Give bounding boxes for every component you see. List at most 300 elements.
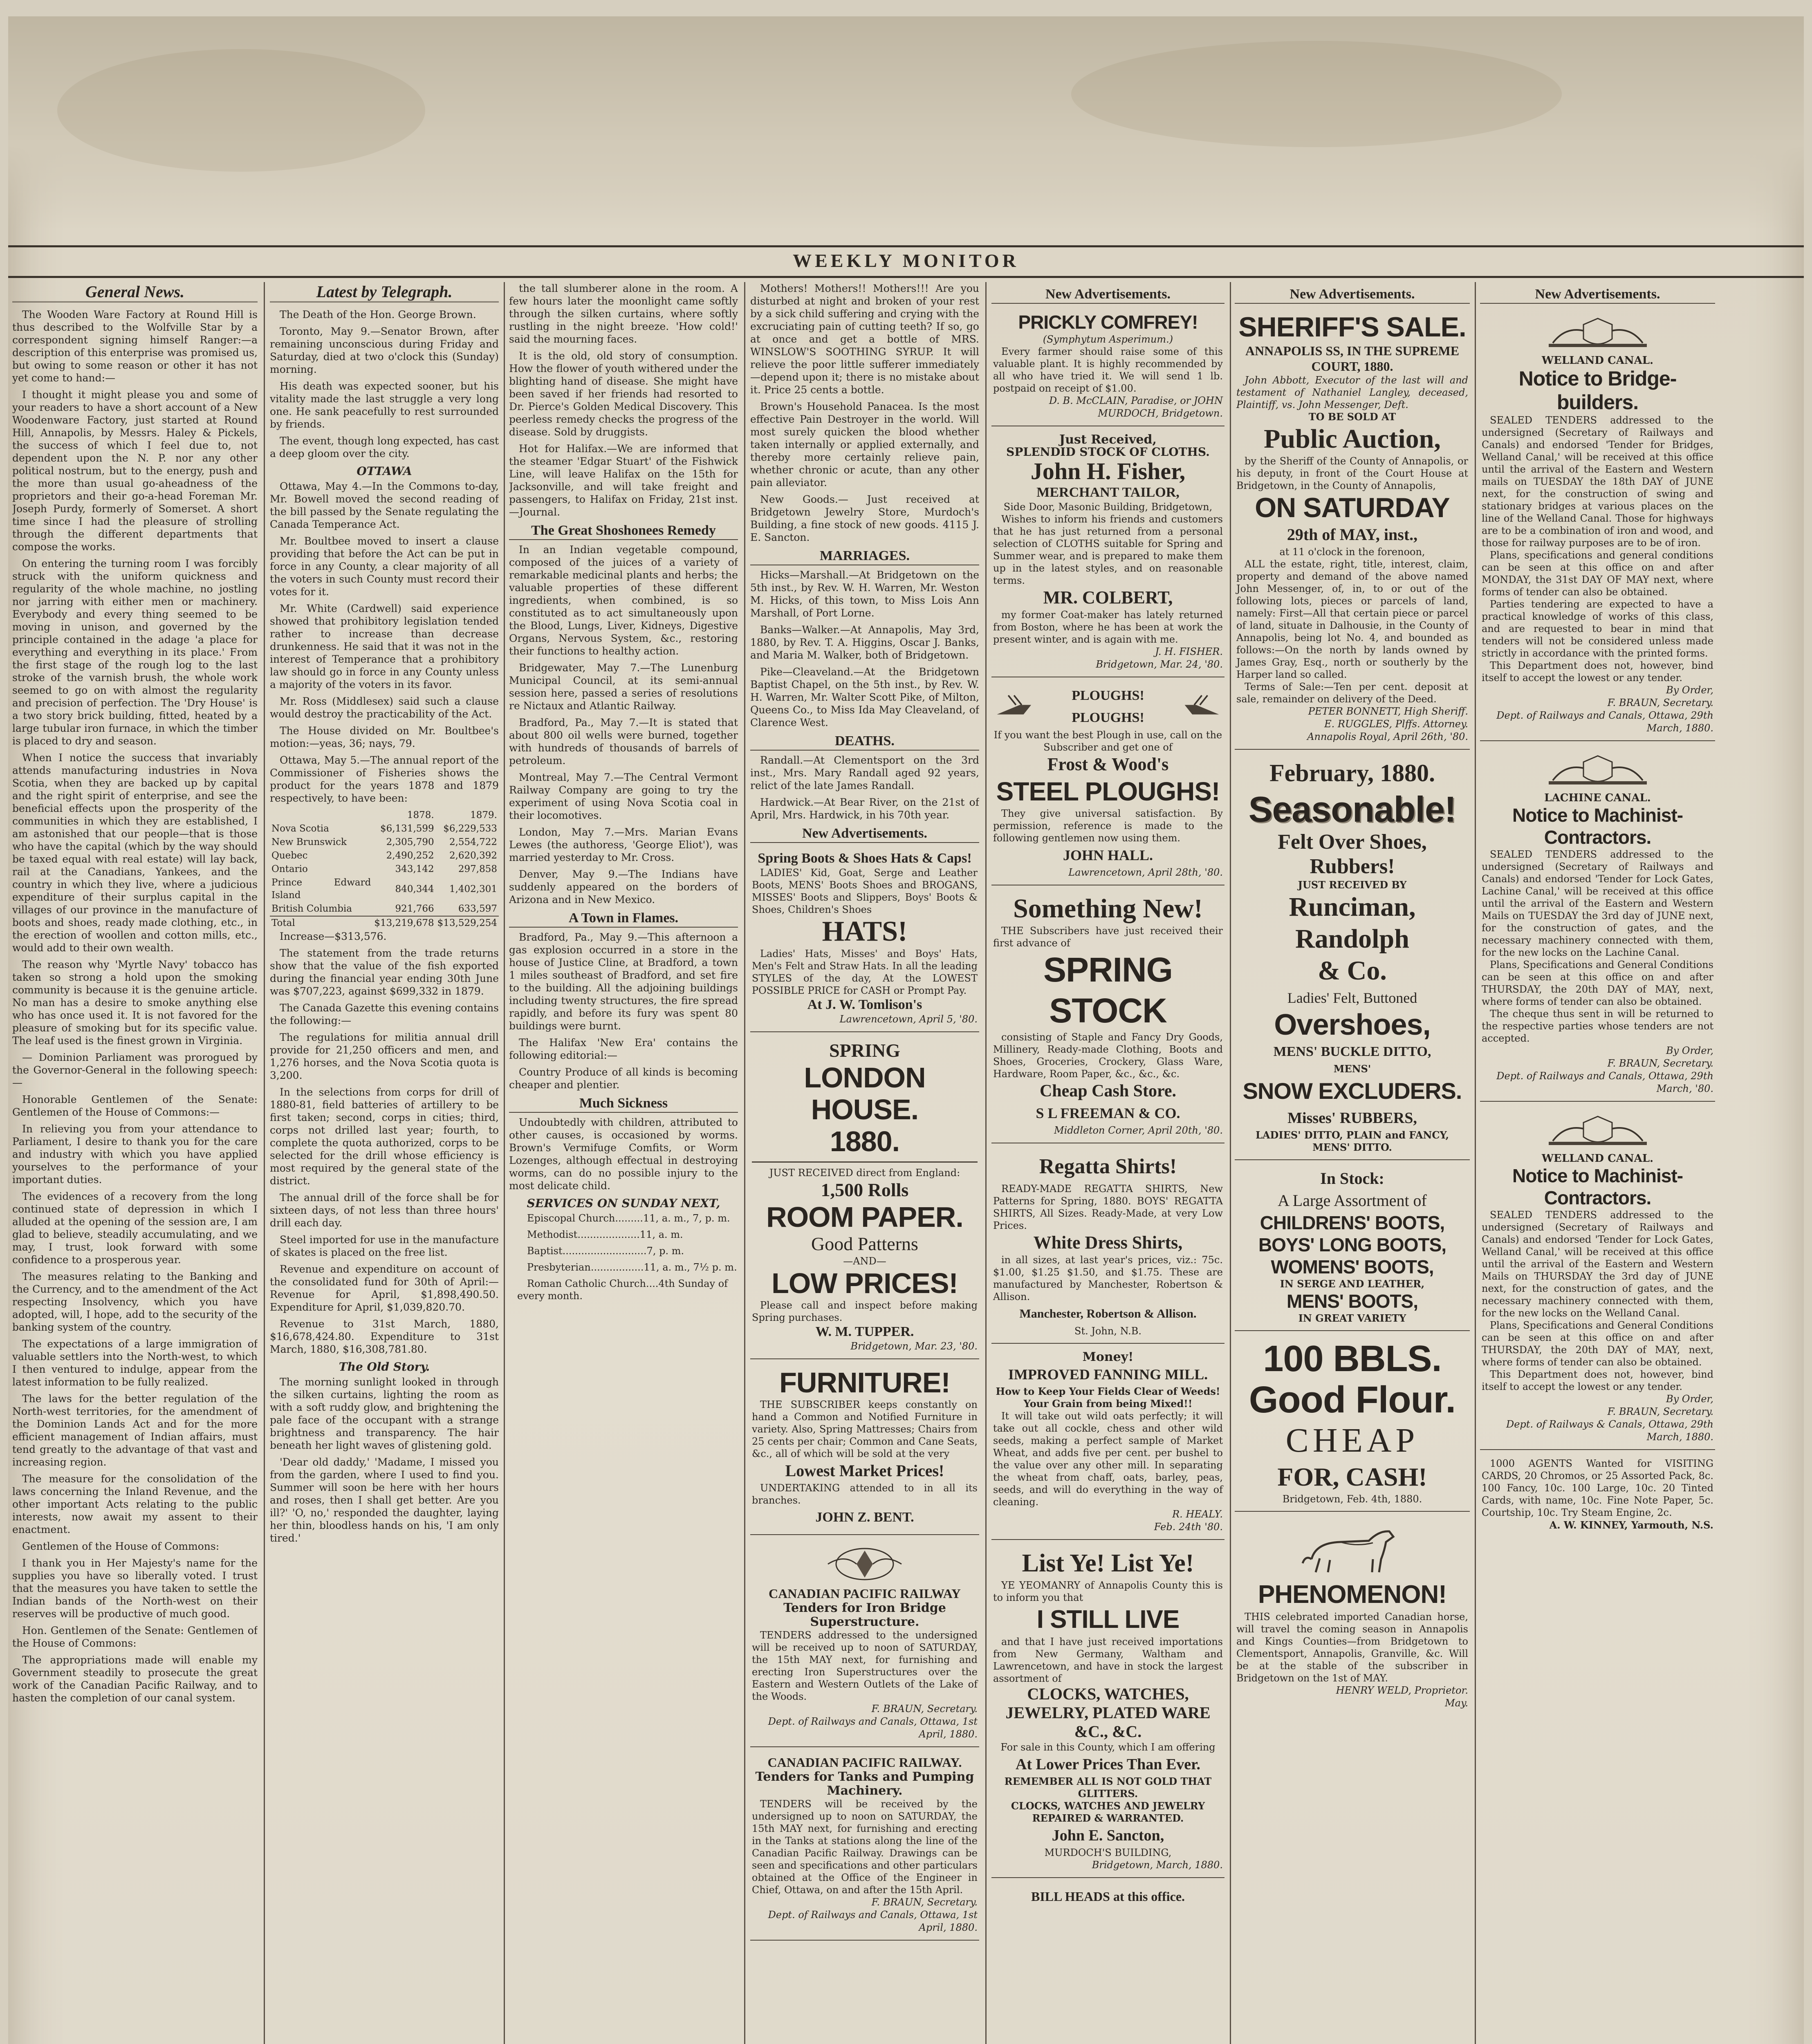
paragraph: The House divided on Mr. Boultbee's motion:—yeas, 36; nays, 79.	[270, 725, 499, 749]
subheading: The Old Story.	[339, 1360, 430, 1374]
paragraph: Country Produce of all kinds is becoming cheaper and plentier.	[509, 1066, 738, 1091]
table-cell: Nova Scotia	[271, 823, 329, 834]
ad-stock: STOCK	[1049, 991, 1167, 1030]
horse-icon	[1291, 1522, 1414, 1576]
ad-place: Dept. of Railways & Canals, Ottawa, 29th March, 1880.	[1506, 1419, 1713, 1443]
section-heading: General News.	[12, 285, 258, 303]
ad-body: Ladies' Hats, Misses' and Boys' Hats, Men's Felt and Straw Hats. In all the leading STYLES of the day, At the LOWEST POSSIBLE PRICE for CASH or Prompt Pay.	[752, 948, 978, 996]
ad-variety: IN GREAT VARIETY	[1298, 1312, 1406, 1324]
ad-year: 1880.	[830, 1125, 900, 1157]
table-cell: $6,229,533	[443, 823, 497, 834]
ad-parties: John Abbott, Executor of the last will and testament of Nathaniel Langley, deceased, Plaintiff, vs. John Messenger, Deft.	[1236, 374, 1468, 410]
ad-goods: CLOCKS, WATCHES, JEWELRY, PLATED WARE &C., &C.	[1005, 1685, 1211, 1741]
ad-building: MURDOCH'S BUILDING,	[1044, 1847, 1172, 1858]
marriage-notice: Hicks—Marshall.—At Bridgetown on the 5th inst., by Rev. W. H. Warren, Mr. Weston M. Hicks, of this town, to Miss Lois Ann Marshall, of Port Lorne.	[750, 569, 979, 619]
paragraph: The measure for the consolidation of the laws concerning the Inland Revenue, and the other important Acts relating to the public interests, now await my assent to their enactment.	[12, 1473, 258, 1535]
table-cell: 2,620,392	[449, 850, 497, 861]
ad-in-stock-title: In Stock:	[1320, 1169, 1384, 1188]
ad-subtitle: Tenders for Iron Bridge Superstructure.	[783, 1601, 946, 1629]
ad-spring-stock	[991, 889, 1224, 1143]
ad-body: Plans, specifications and general conditions can be seen at this office on and after MONDAY, the 31st DAY OF MAY next, where forms of tender can also be obtained.	[1482, 549, 1713, 598]
column-notices	[750, 282, 979, 2044]
ad-boots-shoes	[750, 846, 979, 1032]
ad-place: Bridgetown, Mar. 24, '80.	[1096, 659, 1223, 670]
ad-agents-wanted	[1480, 1453, 1715, 1537]
article-body	[509, 543, 738, 906]
ad-firm: Randolph	[1295, 924, 1409, 954]
ad-title: Seasonable!	[1248, 789, 1456, 829]
ad-canal: LACHINE CANAL.	[1544, 792, 1651, 804]
ad-signature: At J. W. Tomlison's	[807, 997, 922, 1012]
ad-offer: For sale in this County, which I am offering	[1000, 1741, 1215, 1753]
table-cell: 297,858	[458, 864, 497, 874]
paragraph: Revenue to 31st March, 1880, $16,678,424.80. Expenditure to 31st March, 1880, $16,308,781.80.	[270, 1318, 499, 1355]
paragraph: The appropriations made will enable my Government steadily to prosecute the great work of the Canadian Pacific Railway, and to hasten the completion of our canal system.	[12, 1654, 258, 1704]
paragraph: The annual drill of the force shall be for sixteen days, of not less than three hours' drill each day.	[270, 1192, 499, 1229]
ad-ploughs: PLOUGHS! PLOUGHS!	[1072, 688, 1144, 725]
ad-london-house	[750, 1035, 979, 1359]
paragraph: Mr. Boultbee moved to insert a clause providing that before the Act can be put in force in any County, a clear majority of all the voters in such County must record their votes for it.	[270, 535, 499, 598]
paragraph: Ottawa, May 4.—In the Commons to-day, Mr. Bowell moved the second reading of the bill passed by the Senate regulating the Canada Temperance Act.	[270, 480, 499, 530]
ad-place: Feb. 24th '80.	[1154, 1521, 1223, 1533]
marriage-notice: Pike—Cleaveland.—At the Bridgetown Baptist Chapel, on the 5th inst., by Rev. W. H. Warren, Mr. Walter Scott Pike, of Milton, Queens Co., to Miss Ida May Cleaveland, of Clarence West.	[750, 666, 979, 728]
ad-steel-ploughs	[991, 681, 1224, 885]
ad-mens: MENS' BUCKLE DITTO,	[1273, 1044, 1431, 1059]
ad-intro: YE YEOMANRY of Annapolis County this is to inform you that	[993, 1580, 1223, 1603]
ad-body: Plans, Specifications and General Conditions can be seen at this office on and after THURSDAY, the 20th DAY of MAY, next, where forms of tender can also be obtained.	[1482, 1320, 1713, 1368]
column-rule	[985, 282, 987, 2044]
table-cell: 343,142	[395, 864, 434, 874]
ad-spring: SPRING	[1043, 950, 1173, 989]
coat-of-arms-icon	[1536, 314, 1659, 351]
table-header-cell: 1878.	[407, 810, 434, 820]
ad-court: ANNAPOLIS SS, IN THE SUPREME COURT, 1880.	[1245, 343, 1460, 374]
article-body	[270, 308, 499, 460]
ad-paper: ROOM PAPER.	[766, 1201, 963, 1233]
ad-title: Notice to Machinist-Contractors.	[1512, 805, 1683, 848]
ad-signature: PETER BONNETT, High Sheriff.	[1308, 706, 1468, 717]
ad-signature: F. BRAUN, Secretary.	[1607, 1058, 1713, 1069]
column-rule	[264, 282, 265, 2044]
ad-signature: F. BRAUN, Secretary.	[1607, 1406, 1713, 1417]
ad-body: LADIES' Kid, Goat, Serge and Leather Boots, MENS' Boots Shoes and BROGANS, MISSES' Boots and Slippers, Boys' Boots & Shoes, Children's Shoes	[752, 867, 978, 915]
article-body	[509, 1116, 738, 1192]
ad-title: Spring Boots & Shoes Hats & Caps!	[758, 851, 972, 866]
ad-body: and that I have just received importations from New Germany, Waltham and Lawrencetown, and have in stock the largest assortment of	[993, 1636, 1223, 1684]
column-rule	[744, 282, 745, 2044]
paragraph: I thought it might please you and some of your readers to have a short account of a New Woodenware Factory, just started at Round Hill, Annapolis, by Messrs. Haley & Pickels, the success of which I feel due to, not dependent upon the N. P. nor any other political nostrum, but to the energy, push and the more than usual go-aheadness of the proprietors and their go-a-head Foreman Mr. Joseph Purdy, formerly of Somerset. A short time since I had the pleasure of strolling through the different departments that compose the works.	[12, 389, 258, 553]
table-cell: Prince Edward Island	[271, 877, 371, 901]
marriages-heading: MARRIAGES.	[750, 549, 979, 565]
ad-body: THE SUBSCRIBER keeps constantly on hand a Common and Notified Furniture in variety. Also, Spring Mattresses; Chairs from 25 cents per chair; Common and Cane Seats, &c., all of which will be sold at the very	[752, 1399, 978, 1459]
paragraph: 'Dear old daddy,' 'Madame, I missed you from the garden, where I used to find you. Summer will soon be here with her hours and roses, then I shall get better. Are you ill?' 'O, no,' responded the daughter, laying her thin, bloodless hands on his, 'I am only tired.'	[270, 1456, 499, 1544]
ad-signature: S L FREEMAN & CO.	[1036, 1105, 1180, 1121]
ad-lachine-canal	[1480, 744, 1715, 1102]
ad-signature: R. HEALY.	[1172, 1508, 1223, 1520]
ad-just-received: Just Received,	[1059, 433, 1157, 447]
ad-signature: JOHN HALL.	[1063, 847, 1153, 863]
paragraph: The laws for the better regulation of the North-west territories, for the amendment of the Dominion Lands Act and for the more efficient management of Indian affairs, must tend greatly to the advantage of that vast and increasing region.	[12, 1393, 258, 1468]
paragraph: In the selections from corps for drill of 1880-81, field batteries of artillery to be first taken; second, corps in cities; third, corps not drilled last year; fourth, to complete the quota authorized, corps to be selected for the drill whose efficiency is most required by the general state of the district.	[270, 1086, 499, 1187]
divider	[752, 1161, 978, 1163]
ad-body: 1000 AGENTS Wanted for VISITING CARDS, 20 Chromos, or 25 Assorted Pack, 8c. 100 Fancy, 10c. 100 Large, 10c. 20 Tinted Cards, with name, 10c. Fine Note Paper, 5c. Courtship, 10c. Try Steam Engine, 2c.	[1482, 1458, 1713, 1518]
ad-body: This Department does not, however, bind itself to accept the lowest or any tender.	[1482, 660, 1713, 684]
paragraph: Brown's Household Panacea. Is the most effective Pain Destroyer in the world. Will most surely quicken the blood whether taken internally or applied externally, and thereby more certainly relieve pain, whether chronic or acute, than any other pain alleviator.	[750, 401, 979, 489]
ad-furniture	[750, 1363, 979, 1535]
fisheries-table	[270, 809, 499, 930]
ad-boys: BOYS' LONG BOOTS,	[1258, 1234, 1446, 1255]
ad-title: SHERIFF'S SALE.	[1238, 312, 1466, 343]
ad-list: consisting of Staple and Fancy Dry Goods, Millinery, Ready-made Clothing, Boots and Shoes, Groceries, Crockery, Glass Ware, Hardware, Room Paper, &c., &c., &c.	[993, 1031, 1223, 1080]
ad-bill-heads	[991, 1881, 1224, 1913]
death-notice: Hardwick.—At Bear River, on the 21st of April, Mrs. Hardwick, in his 70th year.	[750, 796, 979, 821]
ad-cpr-bridge	[750, 1538, 979, 1747]
ad-place: Bridgetown, March, 1880.	[1092, 1859, 1223, 1871]
paragraph: The regulations for militia annual drill provide for 21,250 officers and men, and 1,276 horses, and the Nova Scotia quota is 3,200.	[270, 1031, 499, 1081]
plough-row	[993, 685, 1223, 729]
ad-repair: CLOCKS, WATCHES AND JEWELRY REPAIRED & WARRANTED.	[1011, 1800, 1205, 1824]
table-header	[270, 809, 499, 822]
ad-signature: J. H. FISHER.	[1155, 646, 1223, 657]
ad-signature: Manchester, Robertson & Allison.	[1019, 1307, 1197, 1320]
paragraph: Toronto, May 9.—Senator Brown, after remaining unconscious during Friday and Saturday, died at two o'clock this (Sunday) morning.	[270, 325, 499, 375]
coat-of-arms-icon	[1536, 752, 1659, 789]
subheading: OTTAWA	[357, 464, 412, 478]
article-heading: A Town in Flames.	[509, 912, 738, 928]
table-total-row	[270, 916, 499, 930]
ad-place: Bridgetown, Mar. 23, '80.	[850, 1340, 978, 1352]
ad-in-stock	[1235, 1163, 1470, 1331]
ad-rolls: 1,500 Rolls	[821, 1179, 909, 1200]
paragraph: Mr. Ross (Middlesex) said such a clause would destroy the practicability of the Act.	[270, 695, 499, 720]
paragraph: Steel imported for use in the manufacture of skates is placed on the free list.	[270, 1234, 499, 1258]
article-body	[270, 947, 499, 1356]
newspaper-page	[8, 16, 1804, 2044]
table-cell: 840,344	[395, 883, 434, 894]
table-cell: 633,597	[458, 903, 497, 914]
ad-on-saturday: ON SATURDAY	[1255, 492, 1450, 523]
paper-stain	[1071, 41, 1562, 147]
ads-heading: New Advertisements.	[1480, 288, 1715, 304]
ad-canal: WELLAND CANAL.	[1541, 354, 1654, 367]
ad-body: in all sizes, at last year's prices, viz.: 75c. $1.00, $1.25 $1.50, and $1.75. These are manufactured by Manchester, Robertson & Allison.	[993, 1254, 1223, 1302]
crest-icon	[803, 1546, 926, 1582]
paragraph: New Goods.— Just received at Bridgetown Jewelry Store, Murdoch's Building, a fine stock of new goods. 4115 J. E. Sancton.	[750, 493, 979, 543]
table-total-cell: Total	[270, 916, 372, 930]
paragraph: Montreal, May 7.—The Central Vermont Railway Company are going to try the experiment of using Nova Scotia coal in their locomotives.	[509, 771, 738, 821]
column-rule	[1230, 282, 1231, 2044]
table-cell: 2,305,790	[386, 837, 434, 847]
ad-title: PHENOMENON!	[1258, 1580, 1446, 1609]
ad-body: TENDERS will be received by the undersigned up to noon on SATURDAY, the 15th MAY next, for furnishing and erecting in the Tanks at stations along the line of the Canadian Pacific Railway. Drawings can be seen and specifications and other particulars obtained at the Office of the Engineer in Chief, Ottawa, on and after the 15th April.	[752, 1798, 978, 1896]
ad-womens: WOMENS' BOOTS,	[1271, 1256, 1434, 1278]
paragraph: The statement from the trade returns show that the value of the fish exported during the financial year ending 30th June was $707,223, against $699,332 in 1879.	[270, 947, 499, 997]
ad-body: Wishes to inform his friends and customers that he has just returned from a personal selection of CLOTHS suitable for Spring and Summer wear, and is prepared to make them up in the latest styles, and on reasonable terms.	[993, 513, 1223, 586]
table-cell: 921,766	[395, 903, 434, 914]
ad-sheriffs-sale	[1235, 307, 1470, 750]
ad-place: Dept. of Railways and Canals, Ottawa, 29th March, 1880.	[1496, 710, 1713, 734]
paragraph: The reason why 'Myrtle Navy' tobacco has taken so strong a hold upon the smoking community is because it is the genuine article. No man has a desire to smoke anything else who has once used it. It is not favored for the pleasure of smoking but for its specific value. The leaf used is the finest grown in Virginia.	[12, 959, 258, 1047]
article-body	[270, 1376, 499, 1544]
masthead	[8, 245, 1804, 278]
column-advertisements-3	[1480, 282, 1715, 2044]
ad-overshoes: Overshoes,	[1274, 1009, 1431, 1041]
ad-felt: Felt Over Shoes, Rubbers!	[1278, 830, 1427, 878]
ad-signature: W. M. TUPPER.	[815, 1324, 914, 1339]
table-row	[270, 849, 499, 863]
ad-title: LONDON HOUSE.	[804, 1062, 926, 1125]
service-line: Presbyterian.................11, a. m., 7½ p. m.	[527, 1262, 737, 1273]
table-cell: 2,554,722	[449, 837, 497, 847]
ads-heading: New Advertisements.	[1235, 288, 1470, 304]
paragraph: London, May 7.—Mrs. Marian Evans Lewes (the authoress, 'George Eliot'), was married yesterday to Mr. Cross.	[509, 826, 738, 863]
ad-title: List Ye! List Ye!	[1022, 1549, 1194, 1577]
section-heading: Latest by Telegraph.	[270, 285, 499, 303]
plough-icon	[993, 693, 1039, 721]
paragraph: The Wooden Ware Factory at Round Hill is thus described to the Wolfville Star by a correspondent signing himself Ranger:—a description of this enterprise was promised us, but owing to some reason or other it has not yet come to hand:—	[12, 309, 258, 384]
ad-brand: Frost & Wood's	[1047, 754, 1169, 774]
ad-cash: FOR, CASH!	[1277, 1462, 1427, 1491]
article-body	[509, 282, 738, 518]
paragraph: The Halifax 'New Era' contains the following editorial:—	[509, 1037, 738, 1061]
service-line: Methodist....................11, a. m.	[527, 1229, 683, 1240]
table-cell: Quebec	[271, 850, 308, 861]
paragraph: The evidences of a recovery from the long continued state of depression in which I alluded at the opening of the session are, I am glad to believe, steadily accumulating, and we may, I trust, look forward with some confidence to a prosperous year.	[12, 1190, 258, 1266]
ad-firm: & Co.	[1318, 956, 1387, 986]
table-total-cell: $13,529,254	[436, 916, 499, 930]
paragraph: Mr. White (Cardwell) said experience showed that prohibitory legislation tended rather to increase than decrease drunkenness. He said that it was not in the interest of Temperance that a prohibitory law should go in force in any County unless a majority of the voters in its favor.	[270, 603, 499, 690]
ad-fisher-tailor	[991, 430, 1224, 677]
table-row	[270, 822, 499, 836]
article-heading: Much Sickness	[509, 1097, 738, 1113]
ads-heading: New Advertisements.	[991, 288, 1224, 304]
article-body	[750, 282, 979, 544]
ad-signature: D. B. McCLAIN, Paradise, or JOHN MURDOCH, Bridgetown.	[1049, 395, 1223, 419]
ad-date: 29th of MAY, inst.,	[1287, 525, 1418, 544]
ad-title: Notice to Bridge-builders.	[1518, 367, 1677, 414]
increase-note: Increase—$313,576.	[280, 930, 387, 942]
ad-place: May.	[1445, 1697, 1468, 1709]
ad-welland-machinist	[1480, 1105, 1715, 1450]
ads-heading: New Advertisements.	[750, 827, 979, 843]
paragraph: It is the old, old story of consumption. How the flower of youth withered under the blighting hand of disease. She might have been saved if her friends had resorted to Dr. Pierce's Golden Medical Discovery. This peerless remedy checks the progress of the disease. Sold by druggists.	[509, 350, 738, 438]
ad-remember: REMEMBER ALL IS NOT GOLD THAT GLITTERS.	[1004, 1775, 1212, 1800]
paragraph: Hon. Gentlemen of the Senate: Gentlemen of the House of Commons:	[12, 1625, 258, 1649]
ad-by-order: By Order,	[1666, 1393, 1713, 1405]
table-row	[270, 902, 499, 916]
ad-colbert: MR. COLBERT,	[1043, 587, 1173, 607]
ad-hats: HATS!	[822, 916, 908, 947]
ad-place: Dept. of Railways and Canals, Ottawa, 1st April, 1880.	[768, 1716, 978, 1740]
ad-signature: F. BRAUN, Secretary.	[1607, 697, 1713, 708]
table-row	[270, 836, 499, 849]
table-body	[270, 822, 499, 916]
paragraph: I thank you in Her Majesty's name for the supplies you have so liberally voted. I trust that the measures you have taken to settle the Indian bands of the North-west on their reserves will be productive of much good.	[12, 1557, 258, 1620]
ad-subtitle: Tenders for Tanks and Pumping Machinery.	[755, 1770, 974, 1798]
table-row	[270, 876, 499, 902]
ad-place: Annapolis Royal, April 26th, '80.	[1307, 731, 1468, 742]
paragraph: Hot for Halifax.—We are informed that the steamer 'Edgar Stuart' of the Fishwick Line, will leave Halifax on the 15th for Jacksonville, and will take freight and passengers, to Halifax on Friday, 21st inst.—Journal.	[509, 443, 738, 518]
ad-body: This Department does not, however, bind itself to accept the lowest or any tender.	[1482, 1369, 1713, 1392]
ad-body: Please call and inspect before making Spring purchases.	[752, 1300, 978, 1323]
table-header-cell	[270, 809, 372, 822]
ad-title: CANADIAN PACIFIC RAILWAY	[769, 1586, 961, 1601]
ad-title: Something New!	[1013, 894, 1203, 923]
paragraph: The expectations of a large immigration of valuable settlers into the North-west, to which I then ventured to indulge, appear from the latest information to be fully realized.	[12, 1338, 258, 1388]
paragraph: The measures relating to the Banking and the Currency, and to the amendment of the Act respecting Insolvency, which you have adopted, will, I hope, add to the security of the banking system of the country.	[12, 1271, 258, 1333]
plough-icon	[1177, 693, 1223, 721]
ad-title: Regatta Shirts!	[1039, 1155, 1177, 1178]
paragraph: In an Indian vegetable compound, composed of the juices of a variety of remarkable medicinal plants and herbs; the valuable properties of these different ingredients, when combined, is so constituted as to act simultaneously upon the Blood, Lungs, Liver, Kidneys, Digestive Organs, Nervous System, &c., restoring their functions to healthy action.	[509, 544, 738, 657]
ad-name: John H. Fisher,	[1030, 458, 1186, 484]
ad-to-be-sold: TO BE SOLD AT	[1308, 411, 1396, 423]
ad-place: Bridgetown, Feb. 4th, 1880.	[1282, 1493, 1422, 1505]
ad-title: CANADIAN PACIFIC RAILWAY.	[767, 1755, 962, 1770]
ad-prickly-comfrey	[991, 307, 1224, 426]
table-cell: 1,402,301	[449, 883, 497, 894]
ad-bbls: 100 BBLS.	[1263, 1338, 1442, 1379]
paragraph: Bradford, Pa., May 9.—This afternoon a gas explosion occurred in a store in the house of Justice Cline, at Bradford, a town 1 miles southeast of Bradford, and set fire to the building. All the adjoining buildings including twenty structures, the fire spread rapidly, and before its fury was spent 80 buildings were burnt.	[509, 931, 738, 1032]
ad-signature: F. BRAUN, Secretary.	[871, 1896, 978, 1908]
column-rule	[504, 282, 505, 2044]
paragraph: On entering the turning room I was forcibly struck with the uniform quickness and regularity of the whole machine, no jostling nor jarring with either men or machinery. Everybody and every thing seemed to be moving in unison, and governed by the principle contained in the adage 'a place for everything and everything in its place.' From the first stage of the rough log to the last stroke of the varnish brush, the whole work seemed to go on with almost the regularity and precision of perfection. The 'Dry House' is a two story brick building, fitted, heated by a large tubular iron furnace, in which the timber is placed to dry and season.	[12, 558, 258, 747]
ad-low-prices: LOW PRICES!	[771, 1267, 958, 1299]
table-total-cell: $13,219,678	[372, 916, 435, 930]
coat-of-arms-icon	[1536, 1112, 1659, 1149]
ad-month: February, 1880.	[1269, 760, 1435, 787]
ad-children: CHILDRENS' BOOTS,	[1260, 1212, 1445, 1233]
marriage-notice: Banks—Walker.—At Annapolis, May 3rd, 1880, by Rev. T. A. Higgins, Oscar J. Banks, and Maria M. Walker, both of Bridgetown.	[750, 624, 979, 661]
ad-body: SEALED TENDERS addressed to the undersigned (Secretary of Railways and Canals) and endorsed 'Tender for Bridges, Welland Canal,' will be received at this office until the arrival of the Eastern and Western mails on TUESDAY the 18th DAY of JUNE next, for the construction of swing and stationary bridges at various places on the line of the Welland Canal. Those for highways are to be a combination of iron and wood, and those for railway purposes are to be of iron.	[1482, 415, 1713, 549]
article-body	[270, 480, 499, 805]
ad-title: Notice to Machinist-Contractors.	[1512, 1165, 1683, 1208]
service-line: Roman Catholic Church....4th Sunday of every month.	[517, 1278, 728, 1302]
ad-public-auction: Public Auction,	[1264, 424, 1441, 454]
table-cell: British Columbia	[271, 903, 352, 914]
paragraph: Bradford, Pa., May 7.—It is stated that about 800 oil wells were burned, together with hundreds of thousands of barrels of petroleum.	[509, 717, 738, 766]
ad-signature: JOHN Z. BENT.	[815, 1510, 914, 1525]
column-advertisements-1	[991, 282, 1224, 2044]
paragraph: the tall slumberer alone in the room. A few hours later the moonlight came softly through the silken curtains, where softly rustling in the night breeze. 'How cold!' said the mourning faces.	[509, 282, 738, 345]
table-cell: 2,490,252	[386, 850, 434, 861]
ad-body: READY-MADE REGATTA SHIRTS, New Patterns for Spring, 1880. BOYS' REGATTA SHIRTS, All Sizes. Ready-Made, at very Low Prices.	[993, 1183, 1223, 1231]
ad-just: JUST RECEIVED BY	[1298, 879, 1407, 891]
table-header-cell: 1879.	[470, 810, 497, 820]
ad-mens-boots: MENS' BOOTS,	[1287, 1291, 1418, 1312]
service-line: Baptist...........................7, p. m.	[527, 1245, 684, 1257]
column-advertisements-2	[1235, 282, 1470, 2044]
article-body	[12, 308, 258, 1704]
marriages-list	[750, 569, 979, 729]
paragraph: Honorable Gentlemen of the Senate: Gentlemen of the House of Commons:—	[12, 1094, 258, 1118]
ad-snow: SNOW EXCLUDERS.	[1242, 1078, 1462, 1104]
paragraph: In relieving you from your attendance to Parliament, I desire to thank you for the care and industry with which you have applied yourselves to the performance of your important duties.	[12, 1123, 258, 1186]
ad-spring: SPRING	[829, 1040, 900, 1061]
ad-signature: A. W. KINNEY, Yarmouth, N.S.	[1549, 1519, 1713, 1531]
ad-cpr-tanks	[750, 1750, 979, 1941]
ad-body: The cheque thus sent in will be returned to the respective parties whose tenders are not accepted.	[1482, 1008, 1713, 1044]
ad-flour: Good Flour.	[1249, 1379, 1456, 1421]
paragraph: The Canada Gazette this evening contains the following:—	[270, 1002, 499, 1026]
ad-body: TENDERS addressed to the undersigned will be received up to noon of SATURDAY, the 15th MAY next, for furnishing and erecting Iron Superstructures over the Eastern and Western Outlets of the Lake of the Woods.	[752, 1629, 978, 1702]
ad-body: THIS celebrated imported Canadian horse, will travel the coming season in Annapolis and Kings Counties—from Bridgetown to Clementsport, Annapolis, Granville, &c. Will be at the stable of the subscriber in Bridgetown on the 1st of MAY.	[1236, 1611, 1468, 1684]
ad-body: JUST RECEIVED direct from England:	[769, 1167, 960, 1179]
service-line: Episcopal Church.........11, a. m., 7, p. m.	[527, 1213, 730, 1224]
ad-place: Lawrencetown, April 5, '80.	[839, 1013, 978, 1025]
ad-misses: Misses' RUBBERS,	[1287, 1109, 1417, 1127]
ad-latin: (Symphytum Asperimum.)	[1043, 334, 1173, 345]
ad-title: FURNITURE!	[779, 1367, 950, 1399]
article-heading: The Great Shoshonees Remedy	[509, 524, 738, 540]
ad-store: Cheap Cash Store.	[1039, 1082, 1177, 1100]
ad-signature: HENRY WELD, Proprietor.	[1336, 1685, 1468, 1696]
ad-title: PRICKLY COMFREY!	[1018, 312, 1198, 333]
ad-title: SPLENDID STOCK OF CLOTHS.	[1006, 445, 1210, 459]
ad-place: Lawrencetown, April 28th, '80.	[1068, 867, 1223, 878]
ad-place: St. John, N.B.	[1074, 1325, 1141, 1337]
ad-signature: F. BRAUN, Secretary.	[871, 1703, 978, 1715]
ad-title: BILL HEADS at this office.	[1031, 1889, 1185, 1904]
ad-patterns: Good Patterns	[811, 1233, 918, 1254]
paragraph: The event, though long expected, has cast a deep gloom over the city.	[270, 435, 499, 459]
ad-body: UNDERTAKING attended to in all its branches.	[752, 1482, 978, 1506]
ad-terms: Terms of Sale:—Ten per cent. deposit at sale, remainder on delivery of the Deed.	[1236, 681, 1468, 705]
paragraph: Mothers! Mothers!! Mothers!!! Are you disturbed at night and broken of your rest by a sick child suffering and crying with the excruciating pain of cutting teeth? If so, go at once and get a bottle of MRS. WINSLOW'S SOOTHING SYRUP. It will relieve the poor little sufferer immediately—depend upon it; there is no mistake about it. Price 25 cents a bottle.	[750, 282, 979, 396]
ad-ladies2: LADIES' DITTO, PLAIN and FANCY, MENS' DITTO.	[1256, 1129, 1449, 1153]
masthead-title: WEEKLY MONITOR	[793, 250, 1019, 271]
ad-attorney: E. RUGGLES, Plffs. Attorney.	[1324, 718, 1468, 730]
paragraph: When I notice the success that invariably attends manufacturing industries in Nova Scotia, when they are backed up by capital and the right spirit of enterprise, and see the beneficial effects upon the prosperity of the communities in which they are established, I am astonished that our people—that is those who have the capital (which by the way should be taxed equal with real estate) will lay back, rail at the Canadians, Yankees, and the country in which they live, where a judicious expenditure of their surplus capital in the villages of our province in the manufacture of boots and shoes, ready made clothing, etc., in the erection of woollen and cotton mills, etc., would add to their own wealth.	[12, 752, 258, 954]
table-row	[270, 863, 499, 876]
ad-prices: At Lower Prices Than Ever.	[1015, 1756, 1201, 1773]
column-rule	[1475, 282, 1476, 2044]
ad-pre: Money!	[1082, 1350, 1134, 1364]
ad-welland-bridge	[1480, 307, 1715, 741]
article-body	[509, 931, 738, 1091]
ad-lowest-prices: Lowest Market Prices!	[785, 1461, 944, 1480]
ad-body: It will take out wild oats perfectly; it will take out all cockle, chess and other wild seeds, making a perfect sample of Market Wheat, and adds five per cent. per bushel to the value over any other mill. In separating the wheat from chaff, oats, barley, peas, seeds, and will do everything in the way of cleaning.	[993, 1410, 1223, 1508]
ad-body: by the Sheriff of the County of Annapolis, or his deputy, in front of the Court House at Bridgetown, in the County of Annapolis,	[1236, 455, 1468, 491]
ad-body: SEALED TENDERS addressed to the undersigned (Secretary of Railways and Canals) and endorsed 'Tender for Lock Gates, Welland Canal,' will be received at this office until the arrival of the Eastern and Western Mails on THURSDAY the 3rd day of JUNE next, for the construction of gates, and the necessary machinery connected with them, for the new locks on the Welland Canal.	[1482, 1209, 1713, 1319]
ad-trade: MERCHANT TAILOR,	[1036, 485, 1180, 500]
ad-regatta-shirts	[991, 1147, 1224, 1344]
ad-and: —AND—	[843, 1255, 886, 1267]
ad-seasonable	[1235, 753, 1470, 1160]
ad-by-order: By Order,	[1666, 1045, 1713, 1056]
ad-body: ALL the estate, right, title, interest, claim, property and demand of the above named John Messenger, of, in, to or out of the following lots, pieces or parcels of land, namely: First—All that certain piece or parcel of land, situate in Dalhousie, in the County of Annapolis, being lot No. 4, and bounded as follows:—On the north by lands owned by James Gray, Esq., north or southerly by the Harper land so called.	[1236, 558, 1468, 680]
paragraph: Ottawa, May 5.—The annual report of the Commissioner of Fisheries shows the product for the years 1878 and 1879 respectively, to have been:	[270, 754, 499, 804]
ad-address: Side Door, Masonic Building, Bridgetown,	[1003, 501, 1213, 513]
deaths-list	[750, 754, 979, 821]
ad-body: SEALED TENDERS addressed to the undersigned (Secretary of Railways and Canals) and endorsed 'Tender for Lock Gates, Lachine Canal,' will be received at this office until the arrival of the Eastern and Western Mails on TUESDAY the 3rd day of JUNE next, for the construction of gates, and the necessary machinery connected with them, for the new locks on the Lachine Canal.	[1482, 849, 1713, 958]
ad-white-shirts: White Dress Shirts,	[1033, 1233, 1183, 1253]
paragraph: Denver, May 9.—The Indians have suddenly appeared on the borders of Arizona and in New Mexico.	[509, 868, 738, 905]
table-cell: New Brunswick	[271, 837, 347, 847]
ad-line: If you want the best Plough in use, call on the Subscriber and get one of	[993, 729, 1222, 753]
paragraph: His death was expected sooner, but his vitality made the last struggle a very long one. He sank peacefully to rest surrounded by friends.	[270, 380, 499, 430]
paragraph: — Dominion Parliament was prorogued by the Governor-General in the following speech:—	[12, 1051, 258, 1089]
ad-canal: WELLAND CANAL.	[1541, 1152, 1654, 1165]
services-list	[509, 1212, 738, 1302]
column-news-continued	[509, 282, 738, 2044]
ad-title: STEEL PLOUGHS!	[996, 777, 1220, 806]
ad-body: Every farmer should raise some of this valuable plant. It is highly recommended by all who have tried it. We will send 1 lb. postpaid on receipt of $1.00.	[993, 346, 1223, 394]
ad-place: Middleton Corner, April 20th, '80.	[1054, 1125, 1223, 1136]
paper-stain	[57, 49, 425, 172]
ad-fanning-mill	[991, 1347, 1224, 1540]
ad-mens2: MENS'	[1333, 1063, 1371, 1075]
ad-time: at 11 o'clock in the forenoon,	[1279, 546, 1425, 558]
